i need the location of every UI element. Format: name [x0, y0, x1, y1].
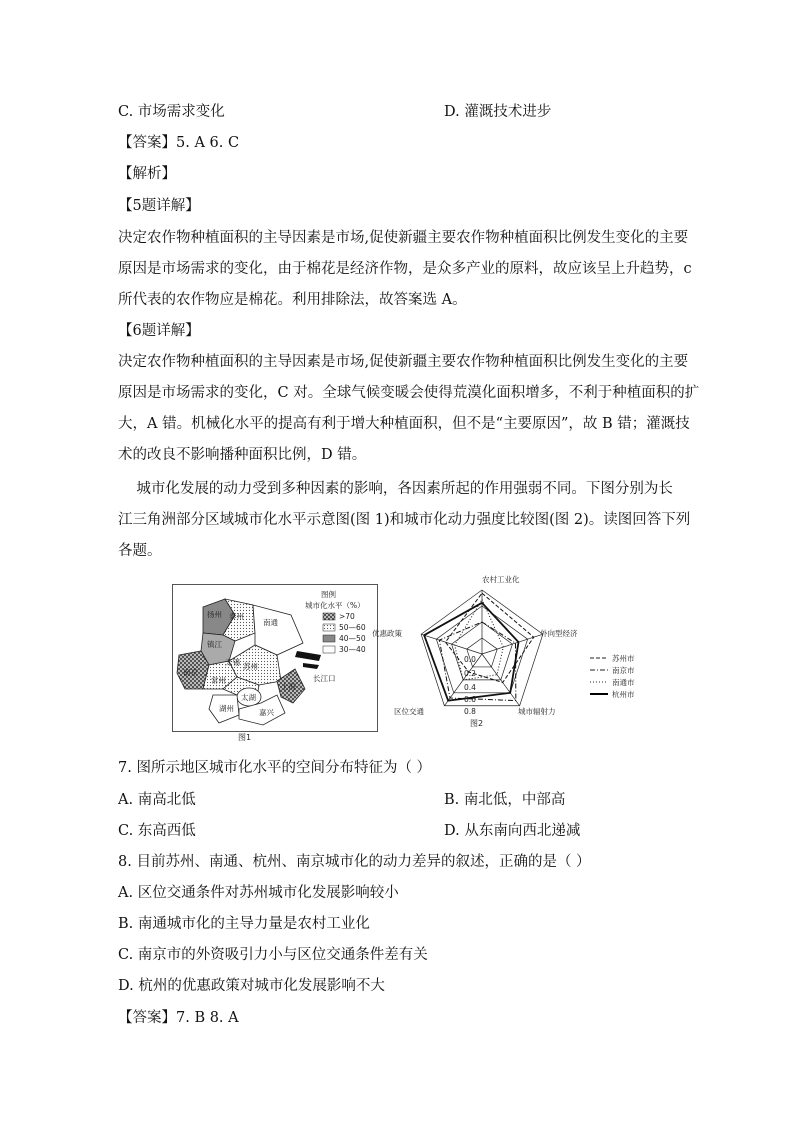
- legend-item-2: 50—60: [339, 623, 366, 632]
- radar-series-1: [439, 622, 515, 701]
- q6-heading: 【6题详解】: [118, 323, 200, 339]
- label-estuary: 长江口: [313, 674, 336, 683]
- q6-line-1: 决定农作物种植面积的主导因素是市场,促使新疆主要农作物种植面积比例发生变化的主要: [118, 354, 689, 370]
- label-shanghai: 上海: [281, 682, 296, 691]
- axis-label-0: 农村工业化: [482, 575, 520, 584]
- tick-0: 0.0: [464, 655, 476, 664]
- q7-option-a: A. 南高北低: [118, 792, 196, 808]
- legend-nantong: 南通市: [612, 678, 635, 687]
- intro-line-2: 江三角洲部分区域城市化水平示意图(图 1)和城市化动力强度比较图(图 2)。读图回答下列: [118, 512, 691, 528]
- legend-swatch-2: [323, 624, 335, 631]
- q6-line-4: 术的改良不影响播种面积比例，D 错。: [118, 447, 367, 463]
- figure-2-caption: 图2: [470, 719, 484, 728]
- option-d-prev: D. 灌溉技术进步: [444, 104, 552, 120]
- label-yangzhou: 扬州: [207, 610, 222, 619]
- map-svg: [173, 585, 377, 731]
- q7-stem: 7. 图所示地区城市化水平的空间分布特征为（ ）: [118, 760, 432, 776]
- q6-line-2: 原因是市场需求的变化，C 对。全球气候变暖会使得荒漠化面积增多，不利于种植面积的扩: [118, 385, 700, 401]
- figure-1-caption: 图1: [238, 733, 252, 742]
- figure-2-radar: [370, 574, 730, 746]
- legend-swatch-3: [323, 635, 335, 642]
- q7-option-c: C. 东高西低: [118, 823, 196, 839]
- tick-4: 0.8: [464, 707, 476, 716]
- label-wuxi: 无锡: [225, 658, 240, 667]
- legend-suzhou: 苏州市: [612, 654, 635, 663]
- q7-option-b: B. 南北低，中部高: [444, 792, 566, 808]
- legend-item-1: >70: [339, 612, 355, 621]
- answer-5-6: 【答案】5. A 6. C: [118, 135, 240, 151]
- intro-line-1: 城市化发展的动力受到多种因素的影响，各因素所起的作用强弱不同。下图分别为长: [118, 481, 673, 497]
- estuary-island: [303, 663, 319, 669]
- legend-nanjing: 南京市: [612, 666, 635, 675]
- label-taihu: 太湖: [241, 693, 256, 702]
- tick-2: 0.4: [464, 683, 476, 692]
- figure-1-map: [172, 584, 378, 732]
- q7-option-d: D. 从东南向西北递减: [444, 823, 581, 839]
- q5-line-3: 所代表的农作物应是棉花。利用排除法，故答案选 A。: [118, 292, 467, 308]
- legend-swatch-4: [323, 646, 335, 653]
- chongming-island: [295, 651, 321, 661]
- label-nantong: 南通: [263, 618, 278, 627]
- axis-label-1: 外向型经济: [540, 629, 578, 638]
- q5-line-1: 决定农作物种植面积的主导因素是市场,促使新疆主要农作物种植面积比例发生变化的主要: [118, 230, 689, 246]
- legend-item-4: 30—40: [339, 645, 366, 654]
- radar-grid: [421, 590, 543, 706]
- tick-1: 0.2: [464, 669, 476, 678]
- figure-1-caption-svg: [232, 730, 262, 744]
- q8-option-a: A. 区位交通条件对苏州城市化发展影响较小: [118, 885, 399, 901]
- legend-subtitle: 城市化水平（%）: [305, 601, 365, 610]
- tick-3: 0.6: [464, 695, 476, 704]
- label-jiaxing: 嘉兴: [259, 708, 274, 717]
- intro-line-3: 各题。: [118, 543, 162, 559]
- axis-label-4: 优惠政策: [372, 629, 402, 638]
- q8-option-b: B. 南通城市化的主导力量是农村工业化: [118, 916, 370, 932]
- label-changzhou: 常州: [211, 676, 226, 685]
- q8-option-d: D. 杭州的优惠政策对城市化发展影响不大: [118, 978, 385, 994]
- q5-line-2: 原因是市场需求的变化，由于棉花是经济作物，是众多产业的原料，故应该呈上升趋势，c: [118, 261, 692, 277]
- axis-label-3: 区位交通: [394, 707, 424, 716]
- q8-option-c: C. 南京市的外资吸引力小与区位交通条件差有关: [118, 947, 428, 963]
- axis-label-2: 城市辐射力: [518, 707, 556, 716]
- q8-stem: 8. 目前苏州、南通、杭州、南京城市化的动力差异的叙述，正确的是（ ）: [118, 854, 591, 870]
- label-suzhou: 苏州: [243, 662, 258, 671]
- answer-7-8: 【答案】7. B 8. A: [118, 1010, 239, 1026]
- label-nanjing: 南京: [183, 668, 198, 677]
- q6-line-3: 大，A 错。机械化水平的提高有利于增大种植面积，但不是“主要原因”，故 B 错；灌溉技: [118, 416, 690, 432]
- legend-title: 图例: [321, 590, 336, 599]
- analysis-label: 【解析】: [118, 166, 176, 182]
- label-huzhou: 湖州: [219, 704, 234, 713]
- label-taizhou: 泰州: [229, 612, 244, 621]
- legend-item-3: 40—50: [339, 634, 366, 643]
- radar-series: [424, 593, 534, 700]
- option-c-prev: C. 市场需求变化: [118, 104, 225, 120]
- legend-hangzhou: 杭州市: [612, 690, 635, 699]
- radar-series-2: [455, 600, 504, 680]
- label-zhenjiang: 镇江: [207, 640, 222, 649]
- legend-swatch-1: [323, 613, 335, 620]
- figure-area: [170, 574, 730, 746]
- q5-heading: 【5题详解】: [118, 198, 200, 214]
